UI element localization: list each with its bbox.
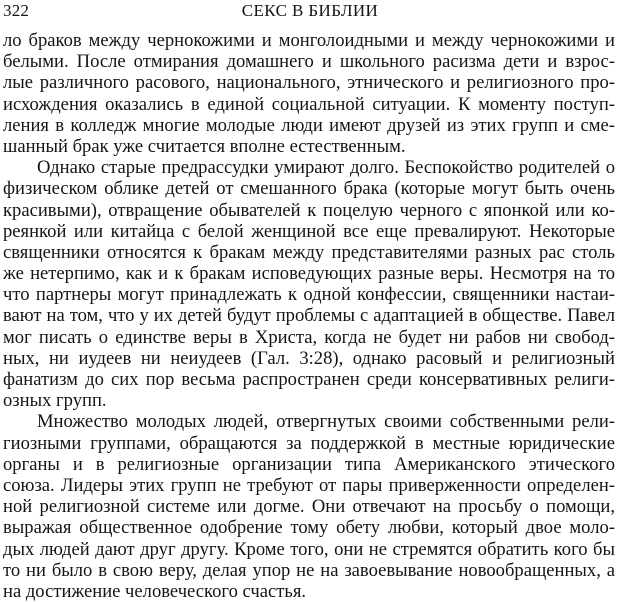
text-line: ления в колледж многие молодые люди имеют друзей из этих групп и сме- (3, 114, 615, 136)
text-line: выражая общественное одобрение тому обету любви, который двое моло- (3, 517, 615, 539)
text-line: реянкой или китайца с белой женщиной все еще превалируют. Некоторые (3, 220, 615, 242)
paragraph-first-line: Множество молодых людей, отвергнутых своими собственными рели- (37, 411, 615, 433)
text-line: священники относятся к бракам между представителями разных рас столь (3, 241, 615, 263)
page-header (0, 0, 620, 24)
text-line: что партнеры могут принадлежать к одной конфессии, священники настаи- (3, 284, 615, 306)
text-line: лые различного расового, национального, этнического и религиозного про- (3, 72, 615, 94)
text-line: органы и в религиозные организации типа Американского этического (3, 453, 615, 475)
text-line: ной религиозной системе или догме. Они отвечают на просьбу о помощи, (3, 496, 615, 518)
text-line: красивыми), отвращение обывателей к поцелую черного с японкой или ко- (3, 199, 615, 221)
paragraph-last-line: озных групп. (3, 390, 107, 412)
text-line: же нетерпимо, как и к бракам исповедующих разные веры. Несмотря на то (3, 263, 615, 285)
running-head: СЕКС В БИБЛИИ (241, 1, 379, 20)
text-line: физическом облике детей от смешанного брака (которые могут быть очень (3, 178, 615, 200)
text-line: гиозными группами, обращаются за поддержкой в местные юридические (3, 432, 615, 454)
text-line: дых людей дают друг другу. Кроме того, они не стремятся обратить кого бы (3, 538, 615, 560)
text-line: союза. Лидеры этих групп не требуют от пары приверженности определен- (3, 474, 615, 496)
text-line: ных, ни иудеев ни неиудеев (Гал. 3:28), однако расовый и религиозный (3, 347, 615, 369)
text-line: вают на том, что у их детей будут проблемы с адаптацией в обществе. Павел (3, 305, 615, 327)
text-line: то ни было в свою веру, делая упор не на завоевывание новообращенных, а (3, 559, 615, 581)
text-line: мог писать о единстве веры в Христа, когда не будет ни рабов ни свобод- (3, 326, 615, 348)
paragraph-last-line: шанный брак уже считается вполне естественным. (3, 135, 406, 157)
text-line: белыми. После отмирания домашнего и школьного расизма дети и взрос- (3, 51, 615, 73)
text-line: исхождения оказались в единой социальной ситуации. К моменту поступ- (3, 93, 615, 115)
page-number: 322 (3, 1, 30, 20)
text-line: фанатизм до сих пор весьма распространен среди консервативных религи- (3, 369, 615, 390)
paragraph-last-line: на достижение человеческого счастья. (3, 580, 307, 602)
body-text (3, 30, 615, 602)
paragraph-first-line: Однако старые предрассудки умирают долго. Беспокойство родителей о (37, 157, 615, 179)
text-line: ло браков между чернокожими и монголоидными и между чернокожими и (3, 30, 615, 51)
